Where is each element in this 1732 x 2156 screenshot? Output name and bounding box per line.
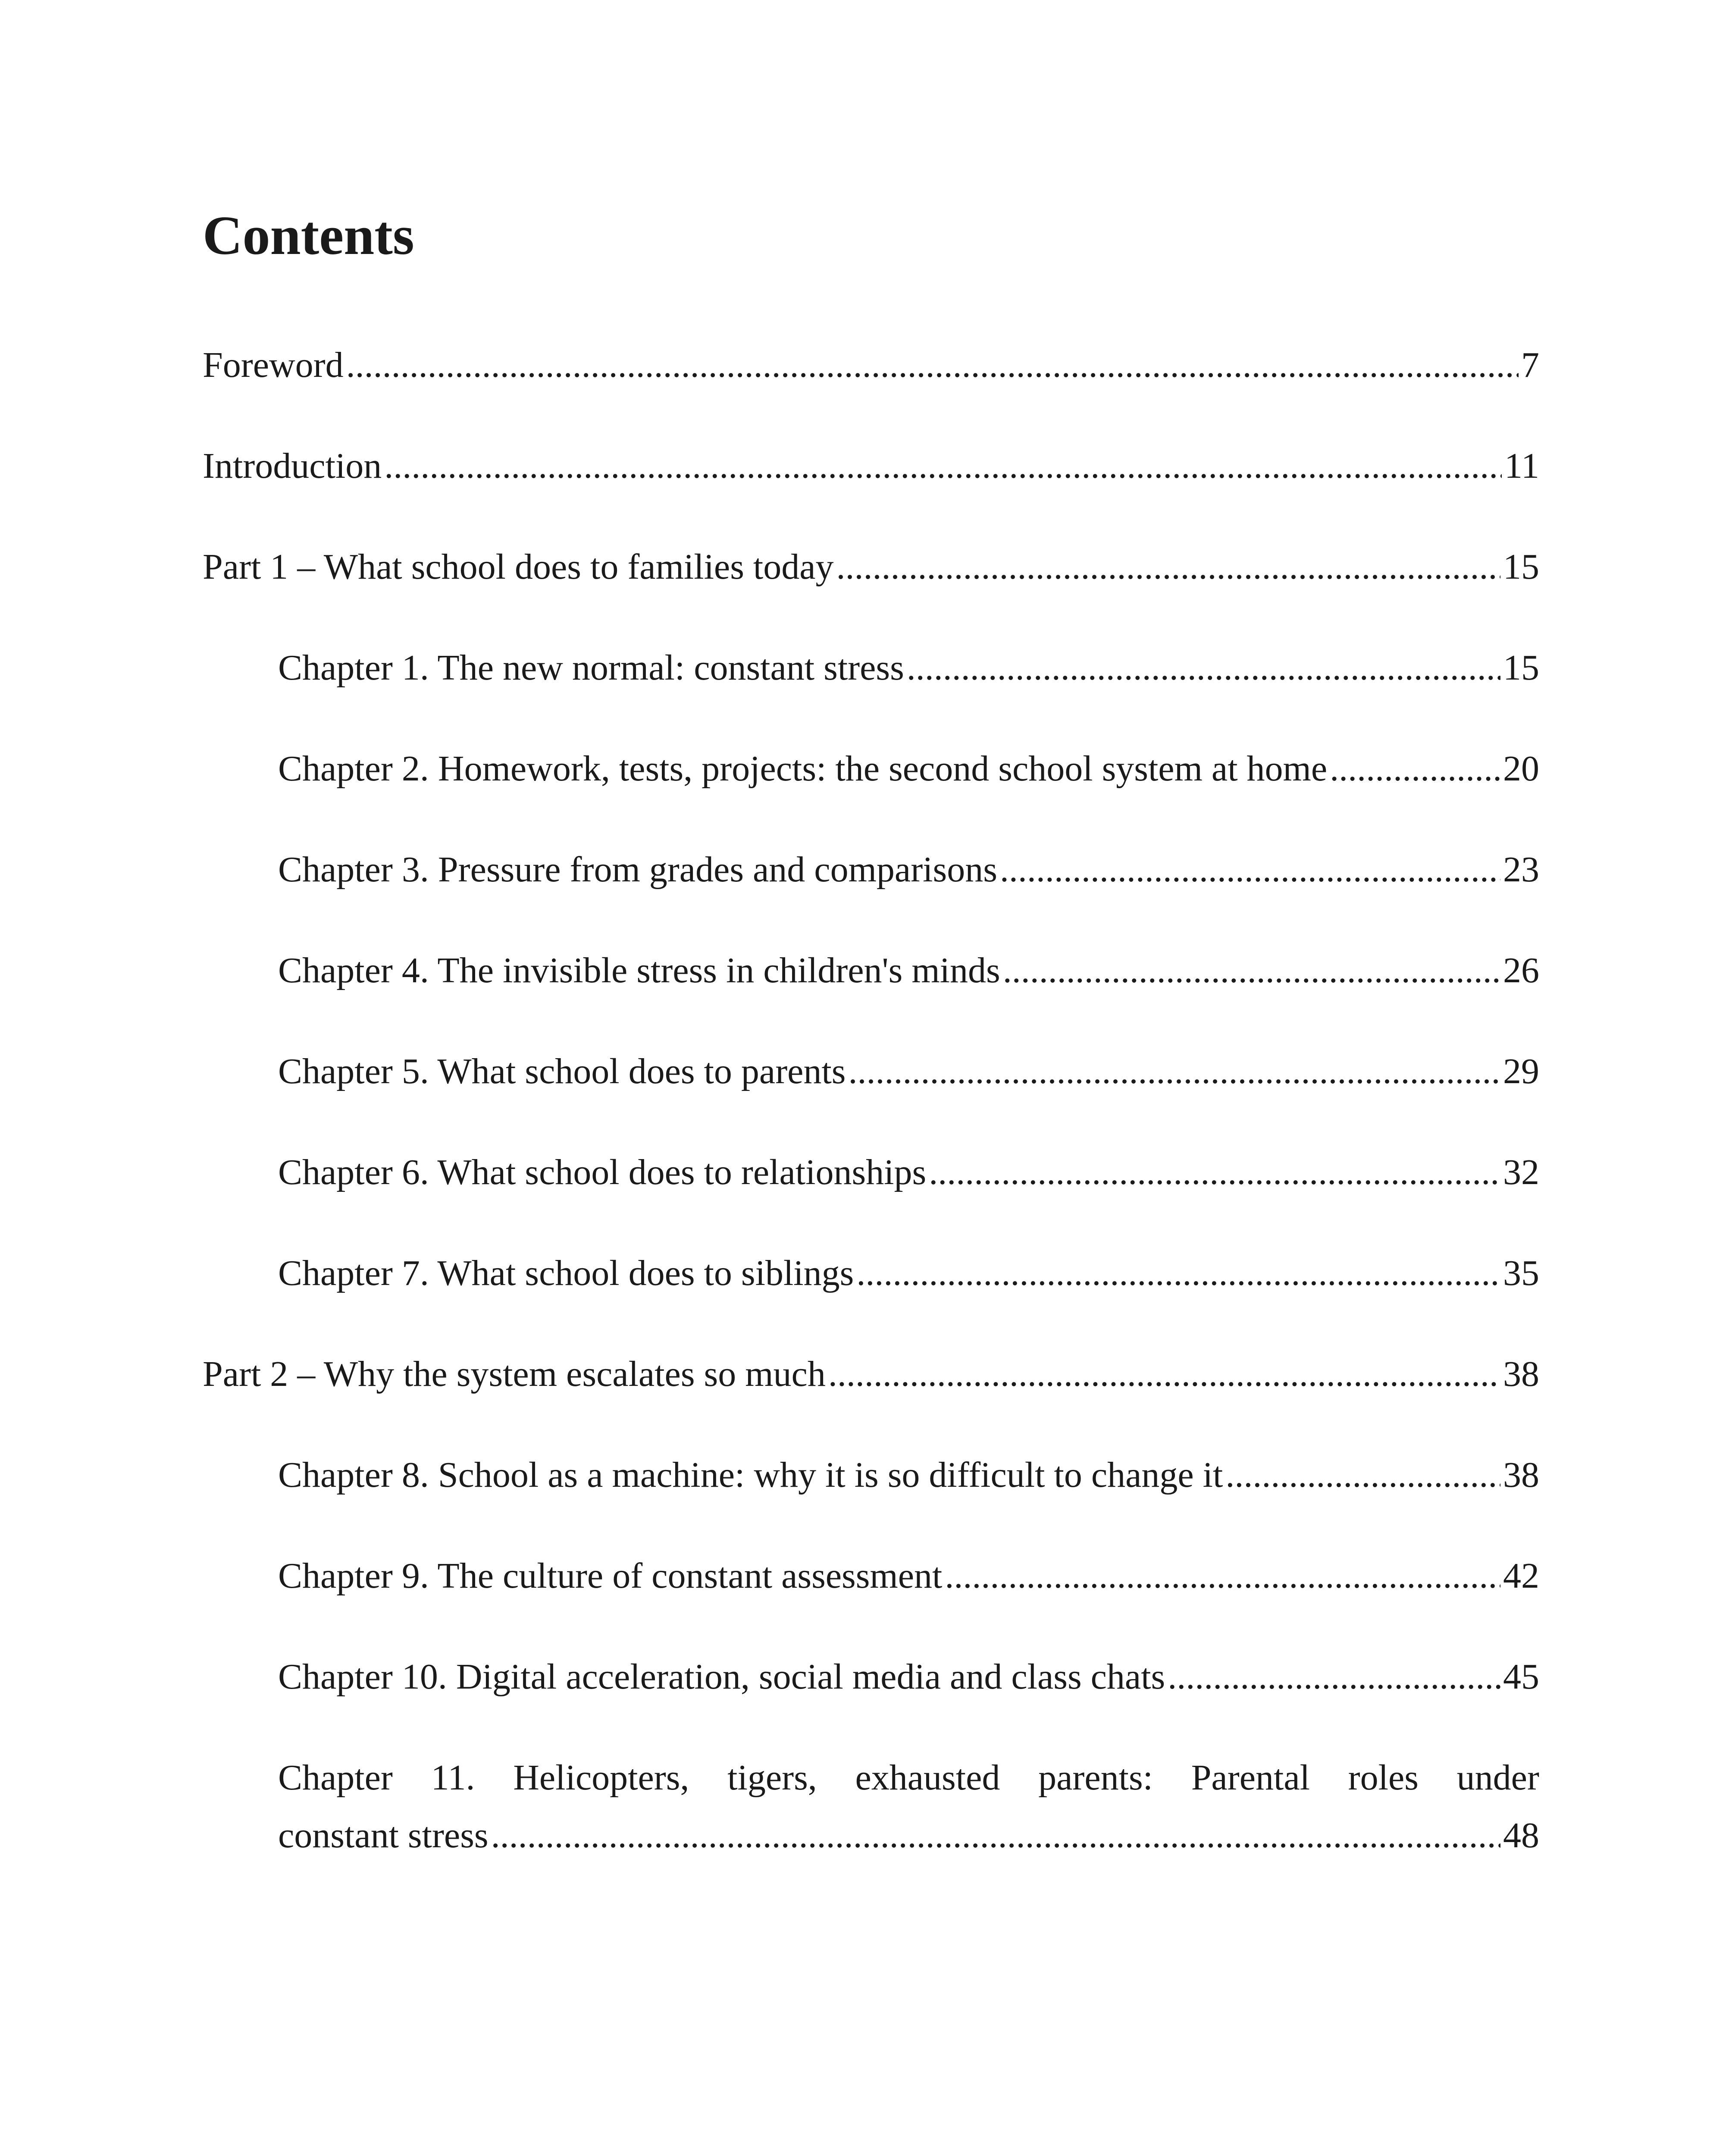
dot-leader bbox=[1225, 1446, 1500, 1504]
toc-page-number: 48 bbox=[1503, 1815, 1539, 1855]
toc-entry-title: Chapter 5. What school does to parents bbox=[278, 1051, 846, 1091]
toc-page-number: 38 bbox=[1503, 1455, 1539, 1495]
toc-entry-part-1 bbox=[203, 538, 1539, 596]
dot-leader bbox=[384, 437, 1502, 495]
toc-entry-chapter-11 bbox=[278, 1749, 1539, 1865]
toc-entry-part-2 bbox=[203, 1345, 1539, 1403]
toc-page-number: 11 bbox=[1504, 446, 1539, 486]
toc-entry-title: Chapter 1. The new normal: constant stress bbox=[278, 648, 904, 688]
toc-page-number: 45 bbox=[1503, 1657, 1539, 1697]
toc-entry-title: Chapter 2. Homework, tests, projects: the second school system at home bbox=[278, 749, 1328, 789]
dot-leader bbox=[1000, 841, 1500, 899]
title-word: Helicopters, bbox=[513, 1758, 689, 1798]
dot-leader bbox=[828, 1345, 1500, 1403]
toc-entry-title: Chapter 9. The culture of constant assessment bbox=[278, 1556, 943, 1596]
toc-page-number: 7 bbox=[1521, 345, 1539, 385]
dot-leader bbox=[1003, 942, 1500, 1000]
dot-leader bbox=[491, 1807, 1500, 1865]
toc-entry-chapter-10 bbox=[278, 1648, 1539, 1706]
toc-entry-title: Chapter 4. The invisible stress in children's minds bbox=[278, 950, 1000, 990]
toc-entry-chapter-5 bbox=[278, 1043, 1539, 1100]
toc-page-number: 29 bbox=[1503, 1051, 1539, 1091]
toc-page-number: 20 bbox=[1503, 749, 1539, 789]
title-word: exhausted bbox=[855, 1758, 1000, 1798]
toc-entry-introduction bbox=[203, 437, 1539, 495]
dot-leader bbox=[907, 639, 1500, 697]
toc-page-number: 38 bbox=[1503, 1354, 1539, 1394]
toc-page-number: 42 bbox=[1503, 1556, 1539, 1596]
dot-leader bbox=[1330, 740, 1500, 798]
title-word: tigers, bbox=[727, 1758, 817, 1798]
toc-entry-title: Chapter 6. What school does to relationships bbox=[278, 1152, 927, 1192]
title-word: roles bbox=[1348, 1758, 1419, 1798]
title-word: 11. bbox=[431, 1758, 475, 1798]
toc-entry-chapter-2 bbox=[278, 740, 1539, 798]
toc-entry-chapter-8 bbox=[278, 1446, 1539, 1504]
dot-leader bbox=[945, 1547, 1500, 1605]
toc-entry-chapter-6 bbox=[278, 1144, 1539, 1201]
toc-entry-title: Foreword bbox=[203, 345, 344, 385]
toc-page-number: 15 bbox=[1503, 547, 1539, 587]
title-word: under bbox=[1456, 1758, 1539, 1798]
toc-entry-title: Chapter 8. School as a machine: why it is so difficult to change it bbox=[278, 1455, 1223, 1495]
dot-leader bbox=[346, 336, 1519, 394]
toc-page-number: 32 bbox=[1503, 1152, 1539, 1192]
toc-page-number: 26 bbox=[1503, 950, 1539, 990]
toc-entry-title-line-2: constant stress bbox=[278, 1815, 489, 1855]
toc-entry-foreword bbox=[203, 336, 1539, 394]
toc-entry-title: Part 1 – What school does to families today bbox=[203, 547, 834, 587]
toc-entry-chapter-4 bbox=[278, 942, 1539, 1000]
toc-entry-chapter-7 bbox=[278, 1244, 1539, 1302]
title-word: parents: bbox=[1038, 1758, 1153, 1798]
toc-page-number: 23 bbox=[1503, 849, 1539, 890]
title-word: Chapter bbox=[278, 1758, 393, 1798]
toc-entry-chapter-1 bbox=[278, 639, 1539, 697]
table-of-contents bbox=[203, 336, 1539, 1908]
toc-entry-title: Chapter 7. What school does to siblings bbox=[278, 1253, 854, 1293]
dot-leader bbox=[856, 1244, 1500, 1302]
toc-entry-chapter-9 bbox=[278, 1547, 1539, 1605]
toc-entry-chapter-3 bbox=[278, 841, 1539, 899]
toc-page-number: 35 bbox=[1503, 1253, 1539, 1293]
contents-heading: Contents bbox=[203, 205, 414, 266]
toc-entry-title: Part 2 – Why the system escalates so much bbox=[203, 1354, 826, 1394]
dot-leader bbox=[848, 1043, 1500, 1100]
toc-entry-title: Introduction bbox=[203, 446, 382, 486]
toc-entry-title: Chapter 3. Pressure from grades and comparisons bbox=[278, 849, 997, 890]
dot-leader bbox=[836, 538, 1500, 596]
dot-leader bbox=[1168, 1648, 1500, 1706]
toc-entry-title-line-1 bbox=[278, 1749, 1539, 1807]
title-word: Parental bbox=[1191, 1758, 1310, 1798]
toc-entry-title: Chapter 10. Digital acceleration, social media and class chats bbox=[278, 1657, 1165, 1697]
toc-page-number: 15 bbox=[1503, 648, 1539, 688]
dot-leader bbox=[929, 1144, 1500, 1201]
